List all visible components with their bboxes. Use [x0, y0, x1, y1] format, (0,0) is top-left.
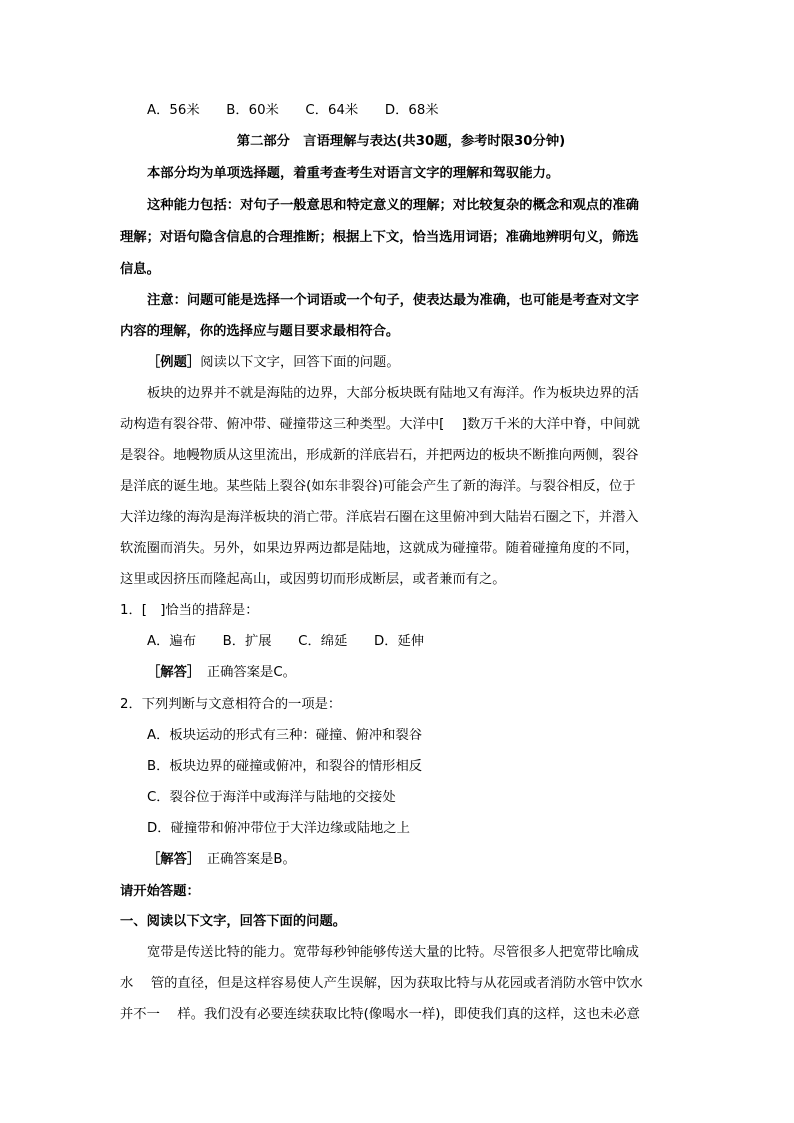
question-2-option-b: B．板块边界的碰撞或俯冲，和裂谷的情形相反 [147, 759, 423, 774]
note-line-2: 内容的理解，你的选择应与题目要求最相符合。 [120, 324, 400, 339]
question-1-options: A．遍布 B．扩展 C．绵延 D．延伸 [147, 634, 425, 649]
start-label: 请开始答题： [120, 884, 200, 899]
part-1-line-3: 并不一 样。我们没有必要连续获取比特(像喝水一样)，即使我们真的这样，这也未必意 [120, 1007, 640, 1022]
note-line-1: 注意：问题可能是选择一个词语或一个句子，使表达最为准确，也可能是考查对文字 [147, 293, 639, 308]
intro-line-4: 信息。 [120, 262, 160, 277]
question-2-option-a: A．板块运动的形式有三种：碰撞、俯冲和裂谷 [147, 728, 423, 743]
passage-line-1: 板块的边界并不就是海陆的边界，大部分板块既有陆地又有海洋。作为板块边界的活 [147, 386, 639, 401]
passage-line-4: 是洋底的诞生地。某些陆上裂谷(如东非裂谷)可能会产生了新的海洋。与裂谷相反，位于 [120, 479, 636, 494]
part-1-line-1: 宽带是传送比特的能力。宽带每秒钟能够传送大量的比特。尽管很多人把宽带比喻成 [147, 945, 639, 960]
example-intro: 阅读以下文字，回答下面的问题。 [200, 355, 400, 370]
question-2-answer [0, 851, 794, 869]
question-2-option-c: C．裂谷位于海洋中或海洋与陆地的交接处 [147, 790, 396, 805]
intro-line-3: 理解；对语句隐含信息的合理推断；根据上下文，恰当选用词语；准确地辨明句义，筛选 [120, 230, 639, 245]
part-1-line-2: 水 管的直径，但是这样容易使人产生误解，因为获取比特与从花园或者消防水管中饮水 [120, 976, 643, 991]
intro-line-2: 这种能力包括：对句子一般意思和特定意义的理解；对比较复杂的概念和观点的准确 [147, 198, 639, 213]
question-2-option-d: D．碰撞带和俯冲带位于大洋边缘或陆地之上 [147, 821, 410, 836]
answer-text: 正确答案是B。 [206, 852, 296, 867]
question-1-stem: 1．[ ]恰当的措辞是： [120, 603, 259, 618]
example-tag: ［例题］ [147, 355, 201, 370]
question-2-stem: 2．下列判断与文意相符合的一项是： [120, 697, 342, 712]
answer-tag: ［解答］ [147, 852, 194, 867]
passage-line-7: 这里或因挤压而隆起高山，或因剪切而形成断层，或者兼而有之。 [120, 572, 506, 587]
answer-tag: ［解答］ [147, 665, 194, 680]
example-line [0, 354, 794, 372]
passage-line-6: 软流圈而消失。另外，如果边界两边都是陆地，这就成为碰撞带。随着碰撞角度的不同， [120, 541, 639, 556]
passage-line-3: 是裂谷。地幔物质从这里流出，形成新的洋底岩石，并把两边的板块不断推向两侧，裂谷 [120, 448, 639, 463]
intro-line-1: 本部分均为单项选择题，着重考查考生对语言文字的理解和驾驭能力。 [147, 166, 560, 181]
passage-line-2: 动构造有裂谷带、俯冲带、碰撞带这三种类型。大洋中[ ]数万千米的大洋中脊，中间就 [120, 417, 640, 432]
section-heading: 第二部分 言语理解与表达(共30题，参考时限30分钟) [236, 134, 566, 149]
part-1-heading: 一、阅读以下文字，回答下面的问题。 [120, 914, 347, 929]
previous-question-options: A．56米 B．60米 C．64米 D．68米 [147, 103, 439, 118]
passage-line-5: 大洋边缘的海沟是海洋板块的消亡带。洋底岩石圈在这里俯冲到大陆岩石圈之下，并潜入 [120, 510, 639, 525]
question-1-answer [0, 664, 794, 682]
answer-text: 正确答案是C。 [206, 665, 296, 680]
